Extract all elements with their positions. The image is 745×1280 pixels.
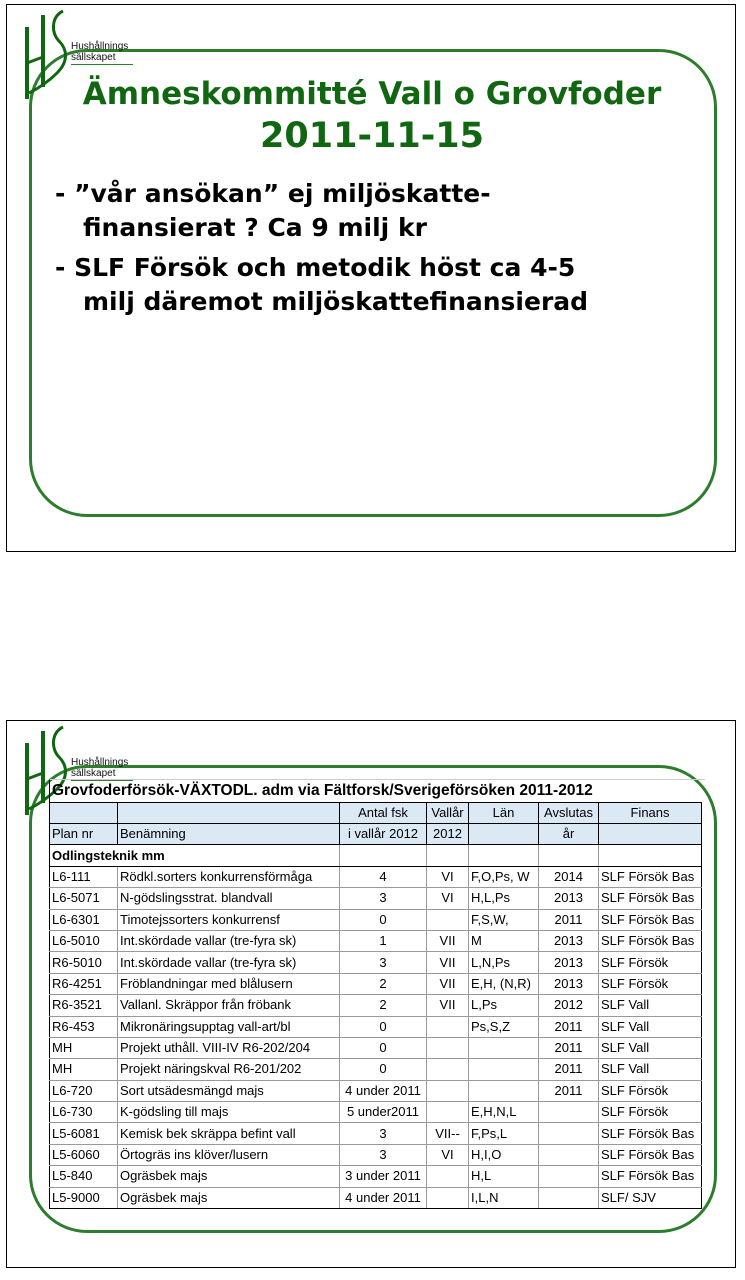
table-cell: SLF Vall <box>599 1016 702 1037</box>
section-label: Odlingsteknik mm <box>50 845 340 866</box>
bullet-list <box>55 177 715 325</box>
table-row <box>50 952 702 973</box>
table-cell: 2013 <box>539 930 599 951</box>
table-cell: M <box>469 930 539 951</box>
table-cell: VII-- <box>427 1123 469 1144</box>
table-cell: 0 <box>340 1016 427 1037</box>
table-cell: 2012 <box>539 995 599 1016</box>
table-cell: 2 <box>340 995 427 1016</box>
table-cell <box>427 1187 469 1208</box>
header-lan: Län <box>469 803 539 824</box>
table-cell: VI <box>427 866 469 887</box>
table-cell: N-gödslingsstrat. blandvall <box>118 888 340 909</box>
table-row <box>50 1102 702 1123</box>
table-cell: R6-4251 <box>50 973 118 994</box>
header-vallar: Vallår <box>427 803 469 824</box>
table-cell: Int.skördade vallar (tre-fyra sk) <box>118 952 340 973</box>
table-row <box>50 1080 702 1101</box>
table-cell: SLF Vall <box>599 1059 702 1080</box>
table-cell: Örtogräs ins klöver/lusern <box>118 1144 340 1165</box>
table-cell <box>427 909 469 930</box>
table-cell: SLF Försök Bas <box>599 909 702 930</box>
table-cell: 2011 <box>539 909 599 930</box>
table-cell: 2014 <box>539 866 599 887</box>
logo-rule <box>71 64 133 65</box>
table-cell: 2013 <box>539 973 599 994</box>
table-cell: Ogräsbek majs <box>118 1166 340 1187</box>
table-cell: R6-453 <box>50 1016 118 1037</box>
table-cell: SLF Vall <box>599 995 702 1016</box>
header-antal: Antal fsk <box>340 803 427 824</box>
table-row <box>50 995 702 1016</box>
table-cell: 1 <box>340 930 427 951</box>
table-cell: SLF Försök Bas <box>599 930 702 951</box>
table-cell <box>469 1037 539 1058</box>
table-caption: Grovfoderförsök-VÄXTODL. adm via Fältforsk/Sverigeförsöken 2011-2012 <box>49 779 705 802</box>
table-cell: 2013 <box>539 888 599 909</box>
table-cell: VI <box>427 888 469 909</box>
table-cell: Ps,S,Z <box>469 1016 539 1037</box>
table-cell: Fröblandningar med blålusern <box>118 973 340 994</box>
table-row <box>50 1037 702 1058</box>
table-cell: SLF Försök <box>599 1080 702 1101</box>
slide-1 <box>6 4 736 552</box>
table-cell: H,L <box>469 1166 539 1187</box>
table-cell: 0 <box>340 1059 427 1080</box>
table-cell: VII <box>427 995 469 1016</box>
table-cell: R6-3521 <box>50 995 118 1016</box>
logo-text-line2: sällskapet <box>71 52 116 63</box>
table-cell: L6-720 <box>50 1080 118 1101</box>
table-cell: SLF Försök Bas <box>599 1123 702 1144</box>
table-cell: SLF Försök <box>599 1102 702 1123</box>
bullet-item: - SLF Försök och metodik höst ca 4-5 milj däremot miljöskattefinansierad <box>55 253 589 316</box>
header-row-top <box>50 803 702 824</box>
table-cell: H,I,O <box>469 1144 539 1165</box>
slide-date: 2011-11-15 <box>260 116 484 156</box>
table-cell <box>539 1166 599 1187</box>
slide-2 <box>6 720 736 1268</box>
header-row-bottom <box>50 824 702 845</box>
table-cell: MH <box>50 1037 118 1058</box>
table-cell: K-gödsling till majs <box>118 1102 340 1123</box>
table-cell: 0 <box>340 909 427 930</box>
table-cell: Projekt uthåll. VIII-IV R6-202/204 <box>118 1037 340 1058</box>
header-avslutas: Avslutas <box>539 803 599 824</box>
table-cell: Vallanl. Skräppor från fröbank <box>118 995 340 1016</box>
table-cell: F,S,W, <box>469 909 539 930</box>
table-row <box>50 888 702 909</box>
table-cell: VII <box>427 930 469 951</box>
trial-table <box>49 779 705 1209</box>
table-cell: Projekt näringskval R6-201/202 <box>118 1059 340 1080</box>
table-cell: Mikronäringsupptag vall-art/bl <box>118 1016 340 1037</box>
table-cell: 4 <box>340 866 427 887</box>
table-cell: SLF Försök Bas <box>599 1144 702 1165</box>
bullet-item: - ”vår ansökan” ej miljöskatte- finansierat ? Ca 9 milj kr <box>55 179 491 242</box>
table-cell: H,L,Ps <box>469 888 539 909</box>
table-cell <box>469 1059 539 1080</box>
table-cell: L5-9000 <box>50 1187 118 1208</box>
table-row <box>50 1187 702 1208</box>
table-cell: R6-5010 <box>50 952 118 973</box>
table-cell: L6-111 <box>50 866 118 887</box>
table-cell: 3 under 2011 <box>340 1166 427 1187</box>
logo-text-line1: Hushållnings <box>71 41 129 52</box>
table-cell: 3 <box>340 888 427 909</box>
table-row <box>50 1144 702 1165</box>
table-cell <box>427 1059 469 1080</box>
table-cell: Kemisk bek skräppa befint vall <box>118 1123 340 1144</box>
table-cell: SLF Försök Bas <box>599 866 702 887</box>
table-cell <box>539 1187 599 1208</box>
table-cell: L5-840 <box>50 1166 118 1187</box>
table-cell: SLF Försök <box>599 973 702 994</box>
table-cell: SLF Försök Bas <box>599 888 702 909</box>
table-cell <box>427 1166 469 1187</box>
table-cell: Rödkl.sorters konkurrensförmåga <box>118 866 340 887</box>
table-cell <box>539 1144 599 1165</box>
table-cell: L6-6301 <box>50 909 118 930</box>
table-row <box>50 1059 702 1080</box>
table-cell: 0 <box>340 1037 427 1058</box>
table-cell: 2 <box>340 973 427 994</box>
table-cell <box>539 1123 599 1144</box>
section-row <box>50 845 702 866</box>
table-cell <box>539 1102 599 1123</box>
table-cell: VII <box>427 952 469 973</box>
table-cell: SLF Försök <box>599 952 702 973</box>
table-cell: E,H,N,L <box>469 1102 539 1123</box>
table-cell: L5-6081 <box>50 1123 118 1144</box>
table-cell: E,H, (N,R) <box>469 973 539 994</box>
table-cell: SLF Försök Bas <box>599 1166 702 1187</box>
table-cell <box>427 1102 469 1123</box>
logo-text-line1: Hushållnings <box>71 757 129 768</box>
table-cell: F,O,Ps, W <box>469 866 539 887</box>
table-cell <box>427 1016 469 1037</box>
table-cell: L6-730 <box>50 1102 118 1123</box>
header-benamning: Benämning <box>118 824 340 845</box>
table-row <box>50 1123 702 1144</box>
table-cell: Timotejssorters konkurrensf <box>118 909 340 930</box>
table-cell: Int.skördade vallar (tre-fyra sk) <box>118 930 340 951</box>
table-cell: SLF/ SJV <box>599 1187 702 1208</box>
table-row <box>50 1166 702 1187</box>
table-cell: L,N,Ps <box>469 952 539 973</box>
table-cell: F,Ps,L <box>469 1123 539 1144</box>
table-row <box>50 1016 702 1037</box>
table-cell: 4 under 2011 <box>340 1080 427 1101</box>
header-vallar-sub: 2012 <box>427 824 469 845</box>
table-cell: 4 under 2011 <box>340 1187 427 1208</box>
table-cell <box>469 1080 539 1101</box>
table-cell: Sort utsädesmängd majs <box>118 1080 340 1101</box>
table-cell: VI <box>427 1144 469 1165</box>
logo-text-line2: sällskapet <box>71 768 116 779</box>
table-cell: MH <box>50 1059 118 1080</box>
table-cell: 2011 <box>539 1016 599 1037</box>
header-antal-sub: i vallår 2012 <box>340 824 427 845</box>
table-cell: L5-6060 <box>50 1144 118 1165</box>
table-cell: 2013 <box>539 952 599 973</box>
header-finans: Finans <box>599 803 702 824</box>
table-row <box>50 909 702 930</box>
table-cell: I,L,N <box>469 1187 539 1208</box>
table-cell: L6-5071 <box>50 888 118 909</box>
table-cell: 3 <box>340 1123 427 1144</box>
table-row <box>50 930 702 951</box>
table-cell <box>427 1080 469 1101</box>
table-cell: VII <box>427 973 469 994</box>
table-cell: 5 under2011 <box>340 1102 427 1123</box>
table-cell: SLF Vall <box>599 1037 702 1058</box>
table-cell: L6-5010 <box>50 930 118 951</box>
table-row <box>50 973 702 994</box>
table-row <box>50 866 702 887</box>
table-cell <box>427 1037 469 1058</box>
table-cell: 2011 <box>539 1080 599 1101</box>
table-cell: 3 <box>340 1144 427 1165</box>
table-cell: 2011 <box>539 1059 599 1080</box>
table-cell: Ogräsbek majs <box>118 1187 340 1208</box>
header-plan-nr: Plan nr <box>50 824 118 845</box>
slide-title: Ämneskommitté Vall o Grovfoder <box>82 76 662 112</box>
header-avslutas-sub: år <box>539 824 599 845</box>
table-cell: 3 <box>340 952 427 973</box>
table-cell: L,Ps <box>469 995 539 1016</box>
table-cell: 2011 <box>539 1037 599 1058</box>
